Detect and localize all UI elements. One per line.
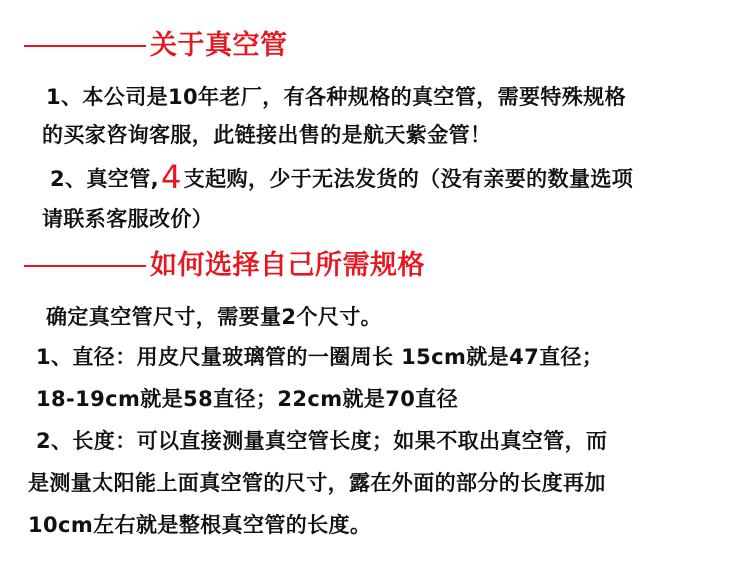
heading-choose-text: 如何选择自己所需规格 [150, 250, 425, 281]
section-heading-about [24, 26, 288, 66]
choose-intro: 确定真空管尺寸，需要量2个尺寸。 [46, 305, 383, 329]
heading-rule [24, 265, 146, 267]
section-heading-choose [24, 246, 425, 286]
about-line-3-end: 支起购，少于无法发货的（没有亲要的数量选项 [183, 167, 634, 191]
min-order-number: 4 [161, 158, 182, 196]
choose-line-5: 10cm左右就是整根真空管的长度。 [28, 513, 372, 537]
about-line-3-start: 2、真空管, [50, 167, 159, 191]
about-line-2: 的买家咨询客服，此链接出售的是航天紫金管！ [42, 123, 492, 147]
about-line-1: 1、本公司是10年老厂，有各种规格的真空管，需要特殊规格 [46, 85, 627, 109]
choose-line-1: 1、直径：用皮尺量玻璃管的一圈周长 15cm就是47直径； [36, 345, 604, 369]
heading-about-text: 关于真空管 [150, 30, 288, 61]
heading-rule [24, 45, 146, 47]
about-line-4: 请联系客服改价） [42, 207, 214, 231]
choose-line-2: 18-19cm就是58直径；22cm就是70直径 [36, 387, 459, 411]
about-line-3 [50, 158, 634, 196]
choose-line-3: 2、长度：可以直接测量真空管长度；如果不取出真空管，而 [36, 429, 608, 453]
choose-line-4: 是测量太阳能上面真空管的尺寸，露在外面的部分的长度再加 [28, 471, 606, 495]
